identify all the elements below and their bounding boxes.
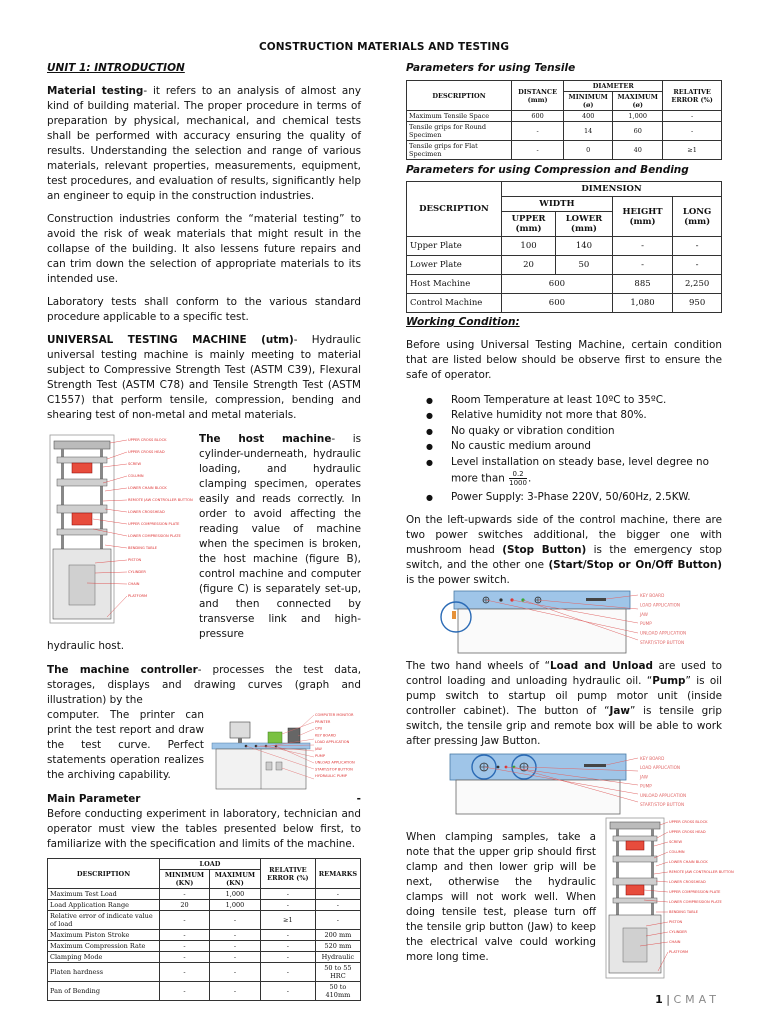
controller-paragraph	[47, 663, 361, 708]
controller-continued: computer. The printer can print the test report and draw the test curve. Perfect statements operation realizes the archiving capability.	[47, 709, 204, 781]
tensile-table-row	[407, 122, 722, 141]
th-remarks: REMARKS	[315, 859, 360, 889]
figure-label: PLATFORM	[128, 594, 148, 598]
main-table-cell: -	[160, 982, 210, 1001]
figure-label: LOWER CHAIN BLOCK	[669, 860, 708, 865]
figure-label: UPPER CROSS HEAD	[669, 830, 706, 835]
page-number: 1	[655, 993, 663, 1006]
th-tensile-minimum: MINIMUM (ø)	[564, 92, 613, 111]
figure-label: COLUMN	[669, 850, 685, 855]
compression-table-cell: 100	[502, 237, 556, 256]
compression-table-cell: 50	[556, 256, 613, 275]
footer-org: CMAT	[673, 993, 720, 1006]
figure-label: REMOTE JAW CONTROLLER BUTTON	[669, 870, 734, 875]
main-table-row	[48, 889, 361, 900]
working-intro: Before using Universal Testing Machine, certain condition that are listed below should be observe first to ensure the safe of operator.	[406, 339, 722, 381]
figure-label: PUMP	[640, 621, 652, 627]
working-condition-item	[426, 393, 722, 408]
fraction-numerator: 0.2	[509, 470, 527, 479]
main-table-cell: -	[315, 911, 360, 930]
wheels-text-a: The two hand wheels of “	[406, 660, 551, 673]
working-condition-text: Relative humidity not more that 80%.	[451, 409, 647, 422]
figure-label: LOAD APPLICATION	[640, 765, 680, 771]
left-column	[47, 62, 361, 1001]
compression-heading: Parameters for using Compression and Bending	[406, 164, 689, 176]
figure-label: LOWER CHAIN BLOCK	[128, 486, 167, 490]
tensile-table-cell: -	[663, 111, 722, 122]
figure-label: HYDRAULIC PUMP	[315, 774, 347, 779]
main-table-cell: -	[160, 941, 210, 952]
main-table-cell: Hydraulic	[315, 952, 360, 963]
controller-text: - processes the test data, storages, displays and drawing curves (graph and illustration) by the	[47, 664, 361, 706]
th-diameter: DIAMETER	[564, 81, 663, 92]
main-table-cell: 50 to 410mm	[315, 982, 360, 1001]
main-table-cell: -	[209, 963, 260, 982]
tensile-table-cell: 40	[613, 141, 663, 160]
main-parameter-term: Main Parameter	[47, 793, 141, 805]
fraction-denominator: 1000	[509, 479, 527, 488]
controller-term: The machine controller	[47, 664, 198, 676]
clamping-block	[406, 816, 734, 982]
working-condition-item	[426, 490, 722, 505]
main-table-cell: -	[260, 930, 315, 941]
main-table-cell: 20	[160, 900, 210, 911]
main-parameter-paragraph: Before conducting experiment in laboratory, technician and operator must view the tables presented below first, to familiarize with the specification and limits of the machine.	[47, 808, 361, 850]
start-button-term: (Start/Stop or On/Off Button)	[548, 559, 722, 572]
switch-text-c: is the power switch.	[406, 574, 510, 587]
tensile-table-cell: 600	[512, 111, 564, 122]
main-table-row	[48, 941, 361, 952]
control-panel-figure-1	[406, 589, 722, 655]
main-table-cell: -	[209, 911, 260, 930]
main-table-cell: 520 mm	[315, 941, 360, 952]
compression-table-row	[407, 256, 722, 275]
working-condition-text: Room Temperature at least 10ºC to 35ºC.	[451, 394, 667, 406]
main-table-cell: Maximum Piston Stroke	[48, 930, 160, 941]
working-condition-text: No quaky or vibration condition	[451, 424, 615, 437]
working-condition-item	[426, 424, 722, 439]
th-upper: UPPER (mm)	[502, 212, 556, 237]
tensile-table-cell: Maximum Tensile Space	[407, 111, 512, 122]
figure-label: CYLINDER	[128, 570, 146, 574]
compression-table-cell: 20	[502, 256, 556, 275]
working-condition-text: Power Supply: 3-Phase 220V, 50/60Hz, 2.5KW.	[451, 491, 691, 504]
compression-table-cell: -	[673, 237, 722, 256]
host-machine-tail: hydraulic host.	[47, 640, 125, 652]
utm-text: - Hydraulic universal testing machine is mainly meeting to material subject to Compressive Strength Test (ASTM C39), Flexural Strength Test (ASTM C78) and Tensile Strength Test (ASTM C1557) that perform tensile, compression, bending and shearing test of non-metal and metal materials.	[47, 334, 361, 421]
figure-label: PUMP	[315, 753, 326, 758]
figure-label: LOWER CROSSHEAD	[128, 510, 165, 514]
compression-table-cell: Upper Plate	[407, 237, 502, 256]
main-table-row	[48, 982, 361, 1001]
tensile-table-row	[407, 111, 722, 122]
main-table-cell: Clamping Mode	[48, 952, 160, 963]
figure-label: COLUMN	[128, 474, 144, 478]
main-table-cell: -	[315, 889, 360, 900]
tensile-table-cell: 400	[564, 111, 613, 122]
control-panel-figure-2	[406, 752, 722, 816]
main-parameter-table	[47, 858, 361, 1001]
material-testing-paragraph	[47, 84, 361, 204]
compression-table-row	[407, 237, 722, 256]
figure-label: UPPER CROSS BLOCK	[669, 820, 708, 825]
pump-term: Pump	[652, 675, 686, 688]
fraction-period: .	[527, 472, 532, 485]
figure-label: JAW	[640, 612, 648, 618]
tensile-heading: Parameters for using Tensile	[406, 62, 576, 74]
figure-label: REMOTE JAW CONTROLLER BUTTON	[128, 498, 193, 502]
th-maximum: MAXIMUM (KN)	[209, 870, 260, 889]
main-table-cell: -	[260, 900, 315, 911]
working-condition-text: Level installation on steady base, level degree no	[451, 455, 709, 468]
compression-table-cell: Host Machine	[407, 275, 502, 294]
th-lower: LOWER (mm)	[556, 212, 613, 237]
figure-label: LOWER COMPRESSION PLATE	[128, 534, 181, 538]
host-machine-paragraph	[199, 432, 361, 642]
figure-label: START/STOP BUTTON	[640, 640, 685, 646]
main-table-cell: Maximum Test Load	[48, 889, 160, 900]
tensile-table-cell: 1,000	[613, 111, 663, 122]
th-distance: DISTANCE (mm)	[512, 81, 564, 111]
th-relative-error: RELATIVE ERROR (%)	[260, 859, 315, 889]
figure-label: SCREW	[128, 462, 142, 466]
compression-table	[406, 181, 722, 313]
host-machine-figure	[47, 433, 193, 629]
figure-label: UPPER COMPRESSION PLATE	[669, 890, 721, 895]
main-table-cell: 1,000	[209, 889, 260, 900]
wheels-text-c: ” is oil pump switch to startup oil pump motor unit (inside controller cabinet). The button of “	[406, 675, 723, 718]
main-table-cell: Pan of Bending	[48, 982, 160, 1001]
th-comp-description: DESCRIPTION	[407, 182, 502, 237]
host-machine-text: - is cylinder-underneath, hydraulic loading, and hydraulic clamping specimen, operates easily and reads correctly. In order to avoid affecting the reading value of machine when the specimen is broken, the host machine (figure B), control machine and computer (figure C) is separately set-up, and then connected by transverse link and high-pressure	[199, 433, 362, 640]
figure-label: PLATFORM	[669, 950, 689, 955]
th-load: LOAD	[160, 859, 261, 870]
figure-label: KEY BOARD	[640, 756, 665, 762]
th-long: LONG (mm)	[673, 197, 722, 237]
working-condition-text: No caustic medium around	[451, 440, 592, 453]
load-unload-term: Load and Unload	[550, 660, 653, 673]
main-table-cell: -	[209, 952, 260, 963]
figure-label: UPPER CROSS BLOCK	[128, 438, 167, 442]
main-table-cell: -	[260, 952, 315, 963]
compression-table-cell: Lower Plate	[407, 256, 502, 275]
switch-paragraph	[406, 513, 722, 588]
main-table-cell: -	[260, 963, 315, 982]
hand-wheels-paragraph	[406, 659, 722, 749]
figure-label: PISTON	[128, 558, 142, 562]
clamping-paragraph: When clamping samples, take a note that the upper grip should first clamp and then lower grip will be next, otherwise the hydraulic clamps will not work well. When doing tensile test, please turn off the tensile grip button (Jaw) to keep the electrical valve could working more long time.	[406, 831, 596, 964]
main-table-row	[48, 930, 361, 941]
th-tensile-description: DESCRIPTION	[407, 81, 512, 111]
compression-table-row	[407, 294, 722, 313]
th-width: WIDTH	[502, 197, 613, 212]
figure-label: CPU	[315, 726, 323, 731]
working-conditions-list	[406, 393, 722, 505]
controller-block	[47, 708, 361, 792]
tensile-table	[406, 80, 722, 160]
main-table-cell: Load Application Range	[48, 900, 160, 911]
figure-label: PISTON	[669, 920, 683, 925]
figure-label: UNLOAD APPLICATION	[315, 760, 355, 765]
main-table-cell: -	[260, 889, 315, 900]
host-machine-figure-2	[604, 816, 734, 982]
main-table-cell: 200 mm	[315, 930, 360, 941]
compression-table-cell: 2,250	[673, 275, 722, 294]
main-parameter-dash: -	[356, 793, 361, 805]
wheels-text-d: ” is tensile grip switch, the tensile grip and remote box will be able to work after pressing Jaw Button.	[406, 705, 722, 748]
tensile-table-cell: -	[512, 141, 564, 160]
figure-label: BENDING TABLE	[669, 910, 698, 915]
page-footer	[655, 993, 720, 1006]
tensile-table-cell: -	[663, 122, 722, 141]
figure-label: START/STOP BUTTON	[315, 767, 353, 772]
utm-paragraph	[47, 333, 361, 423]
utm-term: UNIVERSAL TESTING MACHINE (utm)	[47, 334, 294, 346]
working-condition-item	[426, 439, 722, 454]
main-table-row	[48, 952, 361, 963]
material-testing-text: - it refers to an analysis of almost any kind of building material. The proper procedure in terms of preparation by physical, mechanical, and chemical tests shall be performed with accuracy ensuring the quality of results. Understanding the selection and range of various materials, relevant properties, measurements, equipment, test procedures, and evaluation of results, significantly help an engineer to equip in the construction industries.	[47, 85, 361, 202]
main-table-row	[48, 900, 361, 911]
th-description: DESCRIPTION	[48, 859, 160, 889]
working-condition-item	[426, 408, 722, 423]
th-tensile-maximum: MAXIMUM (ø)	[613, 92, 663, 111]
figure-label: UPPER CROSS HEAD	[128, 450, 165, 454]
compression-table-cell: 600	[502, 275, 613, 294]
main-table-cell: 1,000	[209, 900, 260, 911]
figure-label: CHAIN	[669, 940, 681, 945]
figure-label: LOWER CROSSHEAD	[669, 880, 706, 885]
page-title: CONSTRUCTION MATERIALS AND TESTING	[258, 41, 510, 53]
main-table-cell: -	[209, 930, 260, 941]
main-table-row	[48, 963, 361, 982]
main-table-cell: -	[315, 900, 360, 911]
th-dimension: DIMENSION	[502, 182, 722, 197]
main-table-cell: -	[160, 889, 210, 900]
figure-label: LOWER COMPRESSION PLATE	[669, 900, 722, 905]
compression-table-cell: -	[612, 256, 672, 275]
main-table-cell: -	[160, 911, 210, 930]
figure-label: CYLINDER	[669, 930, 687, 935]
main-table-cell: 50 to 55 HRC	[315, 963, 360, 982]
working-heading: Working Condition:	[406, 316, 520, 328]
tensile-table-cell: 0	[564, 141, 613, 160]
controller-figure	[210, 708, 360, 792]
figure-label: COMPUTER MONITOR	[315, 713, 354, 717]
compression-table-cell: 950	[673, 294, 722, 313]
main-table-cell: -	[160, 952, 210, 963]
figure-label: KEY BOARD	[640, 593, 665, 599]
more-than-text: more than	[451, 472, 509, 485]
figure-label: CHAIN	[128, 582, 140, 586]
main-table-cell: -	[260, 982, 315, 1001]
host-machine-block	[47, 433, 361, 642]
main-table-cell: -	[209, 982, 260, 1001]
construction-paragraph: Construction industries conform the “material testing” to avoid the risk of weak materials that might result in the collapse of the building. It also lessens future repairs and can trim down the selection of appropriate materials to its intended use.	[47, 213, 361, 285]
th-tensile-relative-error: RELATIVE ERROR (%)	[663, 81, 722, 111]
th-height: HEIGHT (mm)	[612, 197, 672, 237]
main-table-cell: -	[260, 941, 315, 952]
main-table-cell: Platen hardness	[48, 963, 160, 982]
figure-label: LOAD APPLICATION	[315, 740, 350, 745]
compression-table-cell: -	[673, 256, 722, 275]
footer-separator: |	[662, 993, 674, 1006]
stop-button-term: (Stop Button)	[502, 544, 587, 557]
compression-table-cell: 885	[612, 275, 672, 294]
figure-label: UNLOAD APPLICATION	[640, 793, 687, 799]
switch-text-a: On the left-upwards side of the control machine, there are two power switches additional, the bigger one with mushroom head	[406, 514, 722, 557]
figure-label: START/STOP BUTTON	[640, 802, 685, 808]
tensile-table-cell: 14	[564, 122, 613, 141]
compression-table-cell: 140	[556, 237, 613, 256]
material-testing-term: Material testing	[47, 85, 144, 97]
jaw-term: Jaw	[609, 705, 630, 718]
figure-label: BENDING TABLE	[128, 546, 157, 550]
figure-label: KEY BOARD	[315, 733, 336, 738]
main-table-cell: -	[160, 930, 210, 941]
th-minimum: MINIMUM (KN)	[160, 870, 210, 889]
figure-label: LOAD APPLICATION	[640, 602, 680, 608]
main-table-cell: -	[160, 963, 210, 982]
compression-table-cell: -	[612, 237, 672, 256]
figure-label: JAW	[640, 774, 648, 780]
switch-text-b: is the emergency stop switch, and the other one	[406, 544, 722, 572]
compression-table-cell: 1,080	[612, 294, 672, 313]
wheels-text-b: are used to control loading and unloading hydraulic oil. “	[406, 660, 722, 688]
tensile-table-cell: ≥1	[663, 141, 722, 160]
main-table-cell: Maximum Compression Rate	[48, 941, 160, 952]
main-parameter-heading	[47, 792, 361, 807]
tensile-table-cell: Tensile grips for Flat Specimen	[407, 141, 512, 160]
laboratory-paragraph: Laboratory tests shall conform to the various standard procedure applicable to a specific test.	[47, 296, 361, 323]
tensile-table-cell: 60	[613, 122, 663, 141]
compression-table-cell: 600	[502, 294, 613, 313]
compression-table-cell: Control Machine	[407, 294, 502, 313]
figure-label: SCREW	[669, 840, 683, 845]
main-table-cell: Relative error of indicate value of load	[48, 911, 160, 930]
figure-label: PRINTER	[315, 719, 331, 724]
host-machine-term: The host machine	[199, 433, 332, 445]
main-table-row	[48, 911, 361, 930]
main-table-cell: -	[209, 941, 260, 952]
tensile-table-row	[407, 141, 722, 160]
figure-label: UNLOAD APPLICATION	[640, 631, 687, 637]
figure-label: PUMP	[640, 784, 652, 790]
tensile-table-cell: Tensile grips for Round Specimen	[407, 122, 512, 141]
compression-table-row	[407, 275, 722, 294]
figure-label: UPPER COMPRESSION PLATE	[128, 522, 180, 526]
right-column	[406, 62, 734, 982]
figure-label: JAW	[315, 747, 322, 751]
unit-heading: UNIT 1: INTRODUCTION	[47, 62, 185, 74]
main-table-cell: ≥1	[260, 911, 315, 930]
tensile-table-cell: -	[512, 122, 564, 141]
working-condition-item	[426, 455, 722, 487]
level-fraction	[509, 470, 527, 487]
